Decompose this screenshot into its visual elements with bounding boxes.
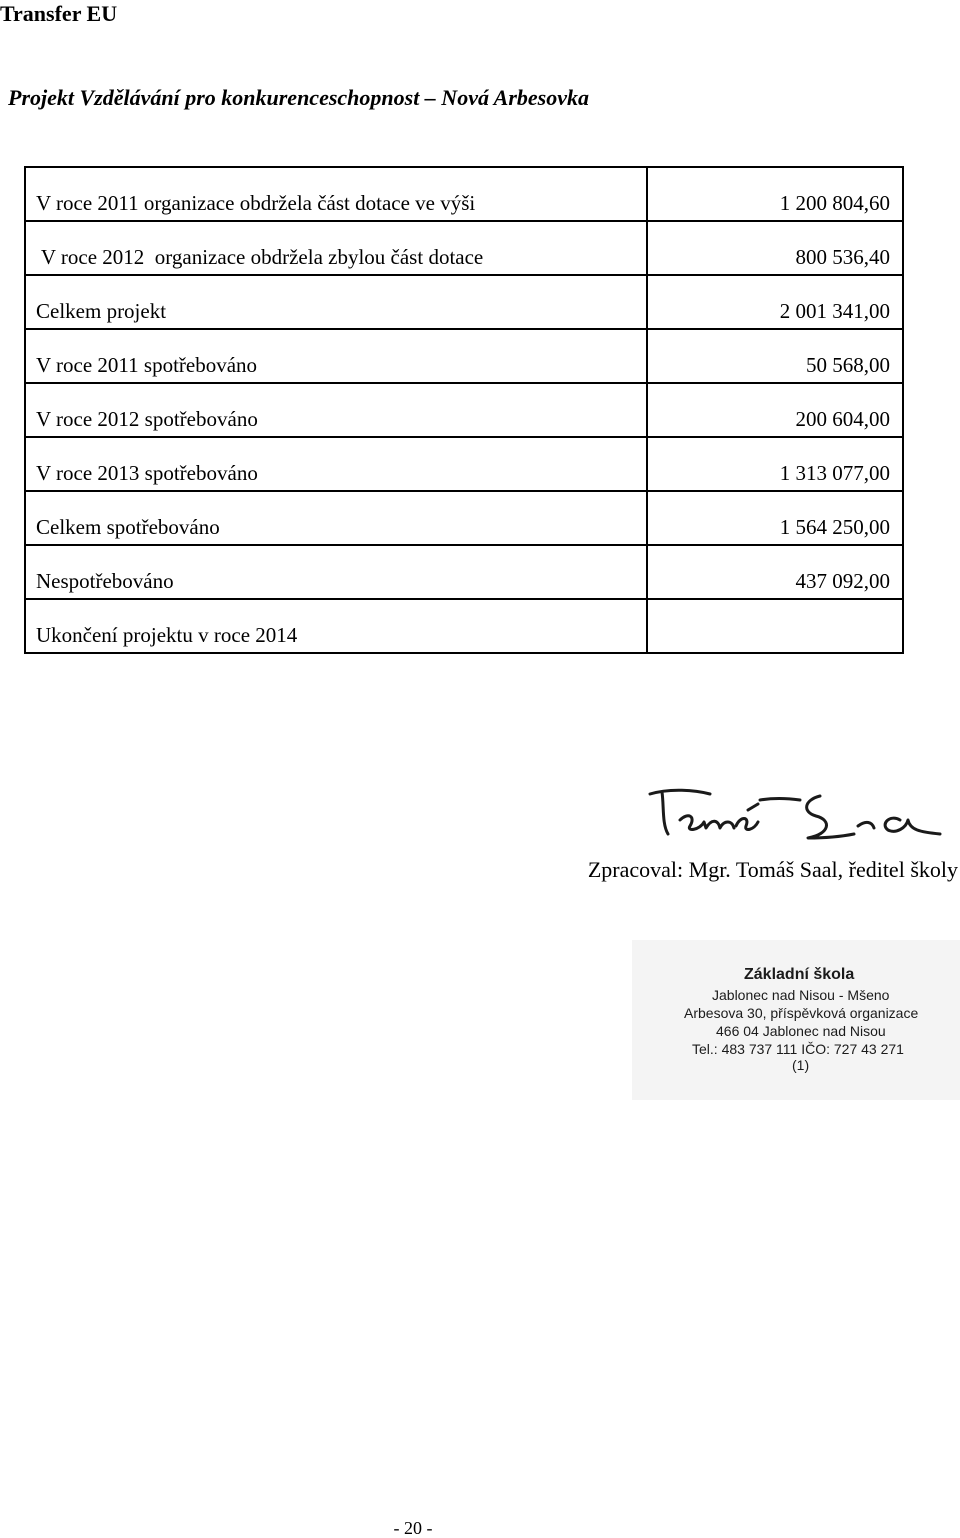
table-row (25, 599, 903, 653)
row-value: 2 001 341,00 (647, 275, 903, 329)
row-value (647, 599, 903, 653)
row-value: 1 200 804,60 (647, 167, 903, 221)
project-title: Projekt Vzdělávání pro konkurenceschopnost – Nová Arbesovka (8, 85, 589, 110)
table-row (25, 545, 903, 599)
row-label: V roce 2011 organizace obdržela část dotace ve výši (25, 167, 647, 221)
stamp-line: Arbesova 30, příspěvková organizace (684, 1005, 919, 1021)
school-stamp (632, 940, 960, 1100)
row-label: V roce 2012 spotřebováno (25, 383, 647, 437)
row-value: 800 536,40 (647, 221, 903, 275)
stamp-line: Základní škola (744, 966, 855, 983)
table-row (25, 167, 903, 221)
table-row (25, 329, 903, 383)
handwritten-signature (640, 776, 950, 852)
row-value: 437 092,00 (647, 545, 903, 599)
row-label: Celkem spotřebováno (25, 491, 647, 545)
stamp-line: Tel.: 483 737 111 IČO: 727 43 271 (692, 1041, 904, 1057)
row-label: V roce 2011 spotřebováno (25, 329, 647, 383)
row-value: 1 564 250,00 (647, 491, 903, 545)
row-value: 200 604,00 (647, 383, 903, 437)
table-row (25, 275, 903, 329)
document-title: Transfer EU (0, 1, 118, 26)
table-row (25, 383, 903, 437)
row-label: V roce 2012 organizace obdržela zbylou část dotace (25, 221, 647, 275)
row-label: V roce 2013 spotřebováno (25, 437, 647, 491)
table-row (25, 491, 903, 545)
table-row (25, 221, 903, 275)
page-number: - 20 - (393, 1518, 433, 1538)
prepared-by: Zpracoval: Mgr. Tomáš Saal, ředitel školy (587, 857, 958, 882)
row-value: 1 313 077,00 (647, 437, 903, 491)
table-row (25, 437, 903, 491)
row-label: Celkem projekt (25, 275, 647, 329)
stamp-line: Jablonec nad Nisou - Mšeno (712, 987, 890, 1003)
row-label: Nespotřebováno (25, 545, 647, 599)
stamp-line: 466 04 Jablonec nad Nisou (716, 1023, 886, 1039)
funding-table (24, 166, 904, 654)
stamp-line: (1) (792, 1057, 810, 1073)
row-label: Ukončení projektu v roce 2014 (25, 599, 647, 653)
row-value: 50 568,00 (647, 329, 903, 383)
